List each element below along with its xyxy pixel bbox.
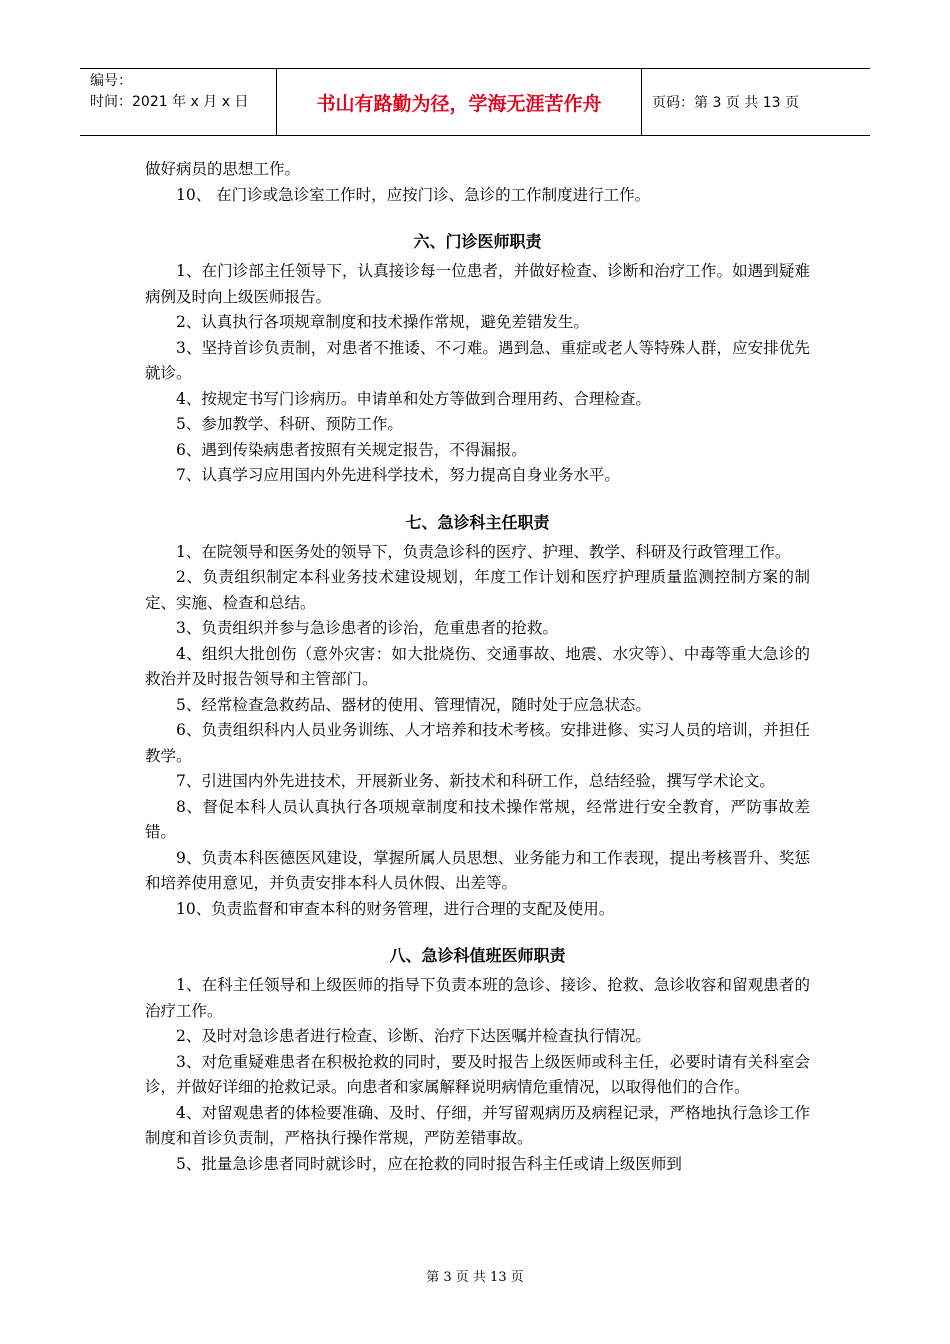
paragraph: 做好病员的思想工作。 (145, 160, 301, 178)
page-header (80, 68, 870, 136)
list-item: 5、经常检查急救药品、器材的使用、管理情况，随时处于应急状态。 (176, 695, 651, 714)
list-item: 1、在院领导和医务处的领导下，负责急诊科的医疗、护理、教学、科研及行政管理工作。 (176, 542, 791, 561)
list-item: 4、对留观患者的体检要准确、及时、仔细，并写留观病历及病程记录，严格地执行急诊工作制度和首诊负责制，严格执行操作常规，严防差错事故。 (145, 1103, 810, 1147)
list-item: 1、在门诊部主任领导下，认真接诊每一位患者，并做好检查、诊断和治疗工作。如遇到疑难病例及时向上级医师报告。 (145, 262, 810, 306)
list-item: 2、负责组织制定本科业务技术建设规划，年度工作计划和医疗护理质量监测控制方案的制定、实施、检查和总结。 (145, 568, 810, 612)
section-title: 六、门诊医师职责 (413, 232, 542, 251)
list-item: 6、遇到传染病患者按照有关规定报告，不得漏报。 (176, 440, 527, 459)
paragraph: 10、 在门诊或急诊室工作时，应按门诊、急诊的工作制度进行工作。 (176, 185, 651, 204)
header-motto: 书山有路勤为径，学海无涯苦作舟 (277, 69, 642, 135)
list-item: 2、及时对急诊患者进行检查、诊断、治疗下达医嘱并检查执行情况。 (176, 1027, 651, 1045)
list-item: 7、引进国内外先进技术，开展新业务、新技术和科研工作，总结经验，撰写学术论文。 (176, 772, 775, 790)
list-item: 6、负责组织科内人员业务训练、人才培养和技术考核。安排进修、实习人员的培训，并担任教学。 (145, 721, 810, 765)
list-item: 2、认真执行各项规章制度和技术操作常规，避免差错发生。 (176, 313, 589, 331)
header-meta (80, 69, 277, 135)
header-page-info: 页码：第 3 页 共 13 页 (652, 95, 799, 111)
list-item: 5、参加教学、科研、预防工作。 (176, 415, 403, 433)
list-item: 4、按规定书写门诊病历。申请单和处方等做到合理用药、合理检查。 (176, 389, 651, 408)
list-item: 8、督促本科人员认真执行各项规章制度和技术操作常规，经常进行安全教育，严防事故差错。 (145, 797, 810, 841)
section-title: 八、急诊科值班医师职责 (389, 946, 566, 965)
page-footer: 第 3 页 共 13 页 (426, 1270, 524, 1285)
list-item: 10、负责监督和审查本科的财务管理，进行合理的支配及使用。 (176, 899, 615, 918)
document-date: 时间：2021 年 x 月 x 日 (90, 94, 249, 110)
list-item: 3、负责组织并参与急诊患者的诊治，危重患者的抢救。 (176, 619, 558, 637)
section-title: 七、急诊科主任职责 (405, 512, 550, 532)
document-number-label: 编号： (90, 73, 132, 89)
list-item: 5、批量急诊患者同时就诊时，应在抢救的同时报告科主任或请上级医师到 (176, 1154, 682, 1173)
list-item: 3、坚持首诊负责制，对患者不推诿、不刁难。遇到急、重症或老人等特殊人群，应安排优先就诊。 (145, 338, 810, 382)
list-item: 1、在科主任领导和上级医师的指导下负责本班的急诊、接诊、抢救、急诊收容和留观患者的治疗工作。 (145, 976, 810, 1020)
document-body (145, 157, 810, 1177)
list-item: 3、对危重疑难患者在积极抢救的同时，要及时报告上级医师或科主任，必要时请有关科室会诊，并做好详细的抢救记录。向患者和家属解释说明病情危重情况，以取得他们的合作。 (145, 1052, 810, 1096)
list-item: 9、负责本科医德医风建设，掌握所属人员思想、业务能力和工作表现，提出考核晋升、奖惩和培养使用意见，并负责安排本科人员休假、出差等。 (145, 848, 810, 892)
list-item: 4、组织大批创伤（意外灾害：如大批烧伤、交通事故、地震、水灾等）、中毒等重大急诊的救治并及时报告领导和主管部门。 (145, 644, 810, 688)
list-item: 7、认真学习应用国内外先进科学技术，努力提高自身业务水平。 (176, 466, 620, 484)
